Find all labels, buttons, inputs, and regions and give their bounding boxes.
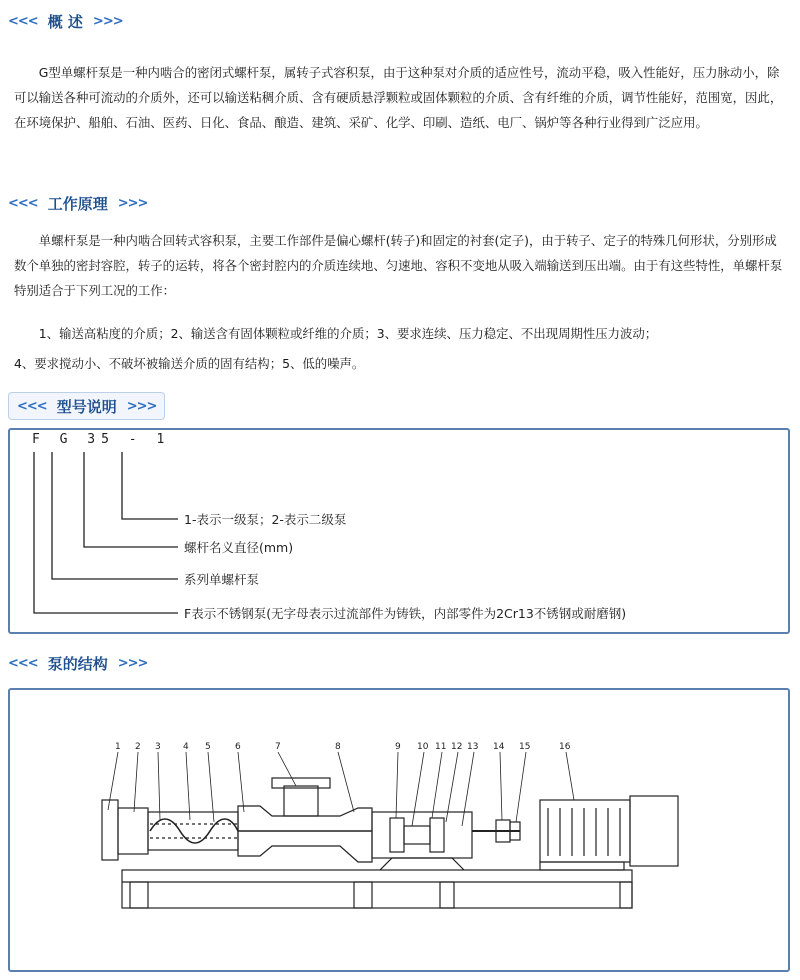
part-number: 8 (335, 742, 341, 752)
model-code: F G 35 - 1 (32, 432, 171, 447)
part-number: 2 (135, 742, 141, 752)
part-number: 12 (451, 742, 463, 752)
legend-material: F表示不锈钢泵(无字母表示过流部件为铸铁，内部零件为2Cr13不锈钢或耐磨钢) (184, 606, 627, 621)
overview-paragraph: G型单螺杆泵是一种内啮合的密闭式螺杆泵，属转子式容积泵，由于这种泵对介质的适应性号，流动平稳，吸入性能好，压力脉动小，除可以输送各种可流动的介质外，还可以输送粘稠介质、含有硬质悬浮颗粒或固体颗粒的介质、含有纤维的介质，调节性能好，范围宽，因此，在环境保护、船舶、石油、医药、日化、食品、酿造、建筑、采矿、化学、印刷、造纸、电厂、锅炉等各种行业得到广泛应用。 (14, 65, 783, 130)
arrow-right-icon: >>> (117, 195, 148, 211)
part-number: 11 (435, 742, 447, 752)
section-title: 概 述 (47, 12, 83, 31)
arrow-left-icon: <<< (8, 195, 38, 211)
legend-stage: 1-表示一级泵；2-表示二级泵 (184, 512, 347, 527)
arrow-right-icon: >>> (117, 655, 148, 671)
arrow-right-icon: >>> (126, 398, 157, 414)
arrow-right-icon: >>> (92, 13, 123, 29)
part-number-labels (115, 742, 571, 752)
part-number: 16 (559, 742, 571, 752)
part-number: 15 (519, 742, 531, 752)
section-title: 型号说明 (56, 397, 117, 416)
part-number: 1 (115, 742, 121, 752)
part-number: 3 (155, 742, 161, 752)
part-number: 7 (275, 742, 281, 752)
legend-series: 系列单螺杆泵 (184, 572, 260, 587)
principle-paragraph: 单螺杆泵是一种内啮合回转式容积泵，主要工作部件是偏心螺杆(转子)和固定的衬套(定子)，由于转子、定子的特殊几何形状，分别形成数个单独的密封容腔，转子的运转，将各个密封腔内的介质连续地、匀速地、容积不变地从吸入端输送到压出端。由于有这些特性，单螺杆泵特别适合于下列工况的工作： (14, 233, 783, 298)
arrow-left-icon: <<< (17, 398, 47, 414)
arrow-left-icon: <<< (8, 13, 38, 29)
legend-diameter: 螺杆名义直径(mm) (184, 540, 294, 555)
section-title: 泵的结构 (47, 654, 108, 673)
arrow-left-icon: <<< (8, 655, 38, 671)
part-number: 9 (395, 742, 401, 752)
part-number: 14 (493, 742, 505, 752)
part-number: 13 (467, 742, 479, 752)
section-title: 工作原理 (47, 194, 108, 213)
part-number: 4 (183, 742, 189, 752)
conditions-line-1: 1、输送高粘度的介质；2、输送含有固体颗粒或纤维的介质；3、要求连续、压力稳定、不出现周期性压力波动； (38, 326, 658, 341)
part-number: 6 (235, 742, 241, 752)
part-number: 5 (205, 742, 211, 752)
conditions-line-2: 4、要求搅动小、不破坏被输送介质的固有结构；5、低的噪声。 (14, 356, 365, 371)
part-number: 10 (417, 742, 429, 752)
